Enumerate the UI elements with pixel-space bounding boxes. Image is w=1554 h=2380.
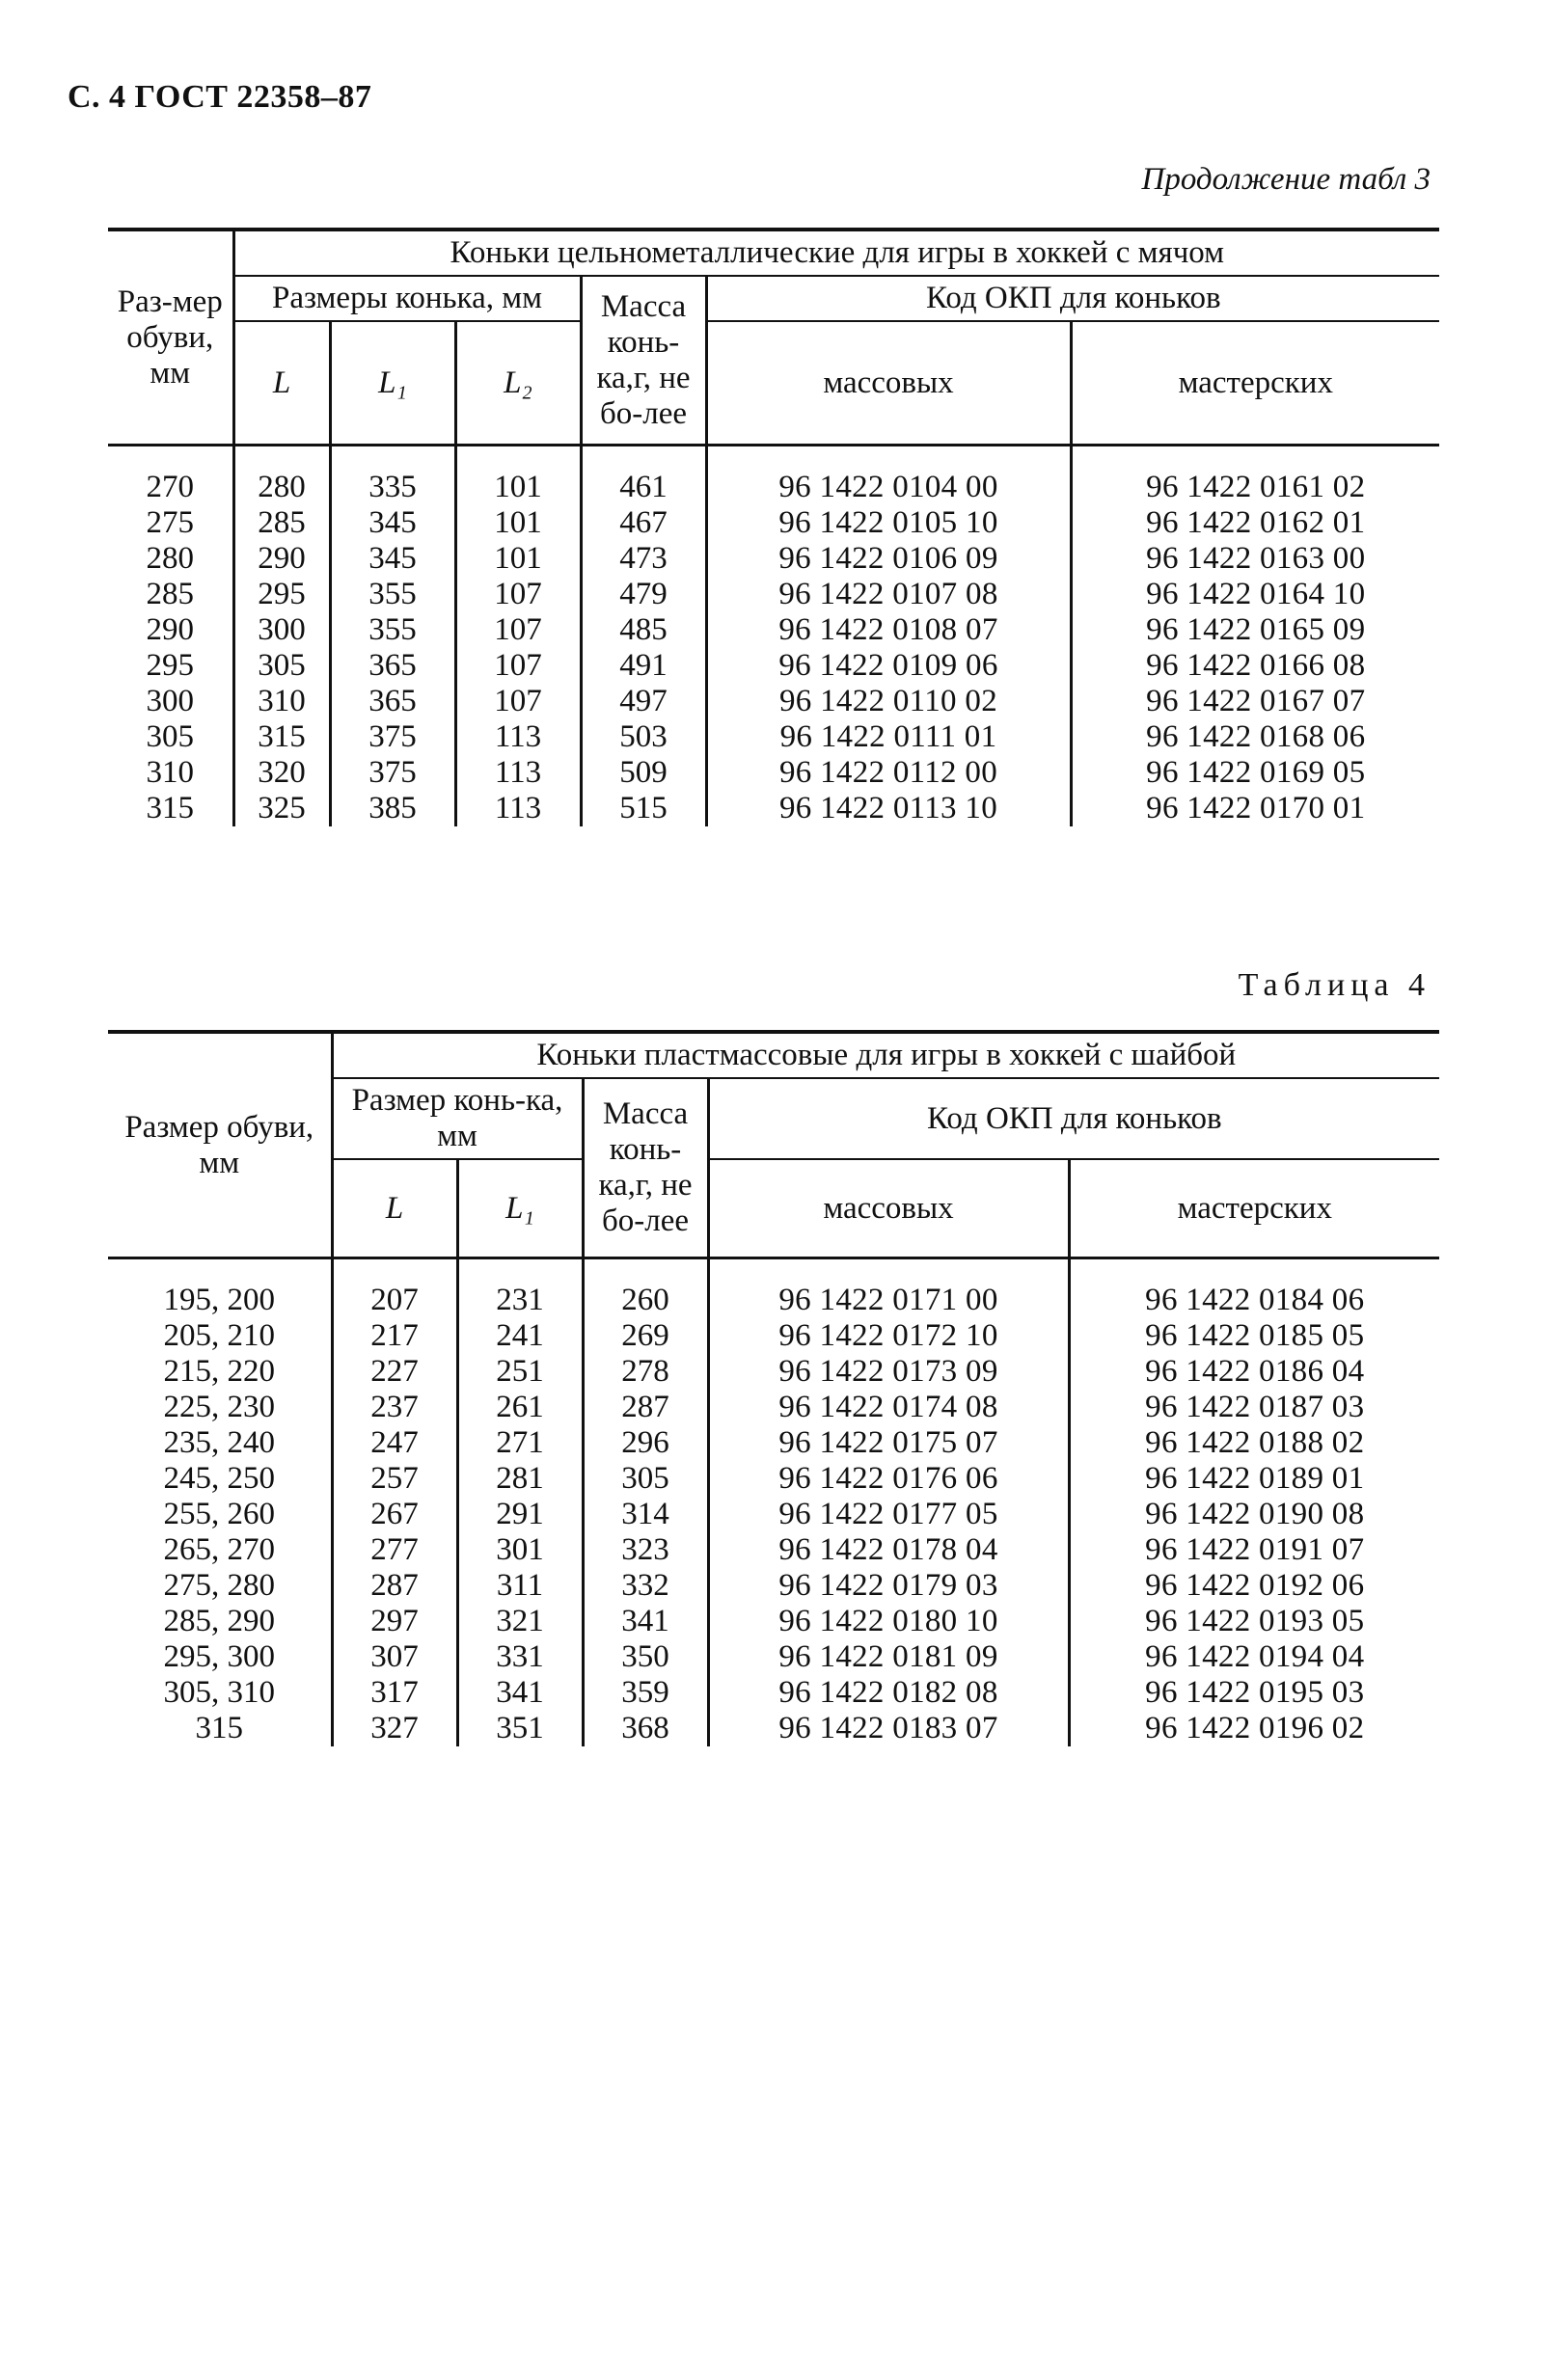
cell-L1: 301 (457, 1532, 583, 1568)
cell-L2: 113 (455, 791, 581, 826)
table-row (108, 755, 1439, 791)
cell-size: 305 (146, 719, 194, 754)
cell-size: 245, 250 (163, 1461, 275, 1496)
table-row (108, 1354, 1439, 1390)
col-shoe-size-header: Раз-мер обуви, мм (108, 230, 233, 446)
cell-mass-code: 96 1422 0182 08 (708, 1675, 1069, 1711)
cell-L1: 291 (457, 1497, 583, 1532)
cell-mass: 350 (583, 1639, 708, 1675)
cell-L1: 375 (330, 719, 455, 755)
cell-L: 277 (332, 1532, 457, 1568)
cell-L: 305 (233, 648, 330, 684)
cell-L2: 101 (455, 505, 581, 541)
col-mass-header: Масса конь-ка,г, не бо-лее (581, 276, 706, 446)
cell-mass-code: 96 1422 0180 10 (708, 1604, 1069, 1639)
table-row (108, 791, 1439, 826)
cell-mass: 314 (583, 1497, 708, 1532)
cell-L: 315 (233, 719, 330, 755)
table-4 (108, 1030, 1439, 1746)
table-row (108, 684, 1439, 719)
table-row (108, 1568, 1439, 1604)
cell-size: 195, 200 (163, 1283, 275, 1317)
cell-mass-code: 96 1422 0108 07 (706, 612, 1071, 648)
cell-L: 247 (332, 1425, 457, 1461)
table-row (108, 1390, 1439, 1425)
cell-master-code: 96 1422 0196 02 (1069, 1711, 1439, 1746)
col-okp-header: Код ОКП для коньков (708, 1078, 1439, 1159)
cell-master-code: 96 1422 0185 05 (1069, 1318, 1439, 1354)
cell-size: 215, 220 (163, 1354, 275, 1389)
cell-master-code: 96 1422 0169 05 (1071, 755, 1439, 791)
cell-master-code: 96 1422 0164 10 (1071, 577, 1439, 612)
cell-size: 285 (146, 577, 194, 611)
cell-size: 235, 240 (163, 1425, 275, 1460)
cell-master-code: 96 1422 0195 03 (1069, 1675, 1439, 1711)
cell-L2: 107 (455, 648, 581, 684)
cell-size: 270 (146, 470, 194, 504)
cell-mass: 485 (581, 612, 706, 648)
cell-mass: 287 (583, 1390, 708, 1425)
cell-size: 310 (146, 755, 194, 790)
cell-L1: 341 (457, 1675, 583, 1711)
cell-size: 225, 230 (163, 1390, 275, 1424)
cell-L2: 107 (455, 612, 581, 648)
cell-L1: 335 (330, 470, 455, 505)
cell-L1: 375 (330, 755, 455, 791)
cell-size: 285, 290 (163, 1604, 275, 1638)
cell-mass: 467 (581, 505, 706, 541)
cell-L: 320 (233, 755, 330, 791)
col-L2-header: L₂ (455, 321, 581, 446)
table3-body (108, 446, 1439, 827)
cell-mass: 515 (581, 791, 706, 826)
col-L1-header: L₁ (457, 1159, 583, 1258)
cell-L: 227 (332, 1354, 457, 1390)
cell-mass-code: 96 1422 0171 00 (708, 1283, 1069, 1318)
cell-size: 295, 300 (163, 1639, 275, 1674)
table-row (108, 1461, 1439, 1497)
cell-size: 280 (146, 541, 194, 576)
table-row (108, 612, 1439, 648)
table-row (108, 648, 1439, 684)
cell-L1: 231 (457, 1283, 583, 1318)
cell-mass-code: 96 1422 0172 10 (708, 1318, 1069, 1354)
cell-master-code: 96 1422 0163 00 (1071, 541, 1439, 577)
cell-L: 325 (233, 791, 330, 826)
cell-master-code: 96 1422 0191 07 (1069, 1532, 1439, 1568)
cell-mass: 479 (581, 577, 706, 612)
cell-L1: 365 (330, 684, 455, 719)
cell-mass: 332 (583, 1568, 708, 1604)
cell-mass: 260 (583, 1283, 708, 1318)
cell-master-code: 96 1422 0190 08 (1069, 1497, 1439, 1532)
cell-master-code: 96 1422 0170 01 (1071, 791, 1439, 826)
cell-L: 327 (332, 1711, 457, 1746)
col-shoe-size-header: Размер обуви, мм (108, 1032, 332, 1258)
cell-size: 290 (146, 612, 194, 647)
cell-mass-code: 96 1422 0109 06 (706, 648, 1071, 684)
cell-L1: 281 (457, 1461, 583, 1497)
cell-L: 285 (233, 505, 330, 541)
cell-L: 297 (332, 1604, 457, 1639)
cell-L1: 345 (330, 541, 455, 577)
cell-master-code: 96 1422 0167 07 (1071, 684, 1439, 719)
col-skate-sizes-header: Размеры конька, мм (233, 276, 581, 321)
cell-L1: 355 (330, 577, 455, 612)
cell-L1: 321 (457, 1604, 583, 1639)
col-workshop-header: мастерских (1071, 321, 1439, 446)
cell-size: 275 (146, 505, 194, 540)
col-okp-header: Код ОКП для коньков (706, 276, 1439, 321)
table-row (108, 1318, 1439, 1354)
cell-L2: 113 (455, 719, 581, 755)
table-row (108, 1604, 1439, 1639)
cell-L: 257 (332, 1461, 457, 1497)
cell-L: 267 (332, 1497, 457, 1532)
cell-L: 310 (233, 684, 330, 719)
cell-master-code: 96 1422 0186 04 (1069, 1354, 1439, 1390)
cell-L1: 385 (330, 791, 455, 826)
table-row (108, 1497, 1439, 1532)
cell-L1: 251 (457, 1354, 583, 1390)
cell-L2: 113 (455, 755, 581, 791)
cell-mass-code: 96 1422 0112 00 (706, 755, 1071, 791)
cell-mass-code: 96 1422 0179 03 (708, 1568, 1069, 1604)
cell-mass-code: 96 1422 0107 08 (706, 577, 1071, 612)
table4-body (108, 1258, 1439, 1747)
cell-size: 265, 270 (163, 1532, 275, 1567)
cell-mass: 323 (583, 1532, 708, 1568)
cell-mass-code: 96 1422 0173 09 (708, 1354, 1069, 1390)
cell-size: 305, 310 (163, 1675, 275, 1710)
col-workshop-header: мастерских (1069, 1159, 1439, 1258)
cell-master-code: 96 1422 0189 01 (1069, 1461, 1439, 1497)
table4-group-title: Коньки пластмассовые для игры в хоккей с шайбой (332, 1032, 1439, 1078)
cell-size: 300 (146, 684, 194, 718)
col-mass-production-header: массовых (706, 321, 1071, 446)
cell-mass: 503 (581, 719, 706, 755)
cell-L2: 107 (455, 684, 581, 719)
cell-L1: 331 (457, 1639, 583, 1675)
cell-L1: 261 (457, 1390, 583, 1425)
cell-master-code: 96 1422 0168 06 (1071, 719, 1439, 755)
table-row (108, 541, 1439, 577)
cell-mass-code: 96 1422 0183 07 (708, 1711, 1069, 1746)
table-row (108, 505, 1439, 541)
cell-L: 317 (332, 1675, 457, 1711)
cell-mass-code: 96 1422 0113 10 (706, 791, 1071, 826)
cell-mass: 461 (581, 470, 706, 505)
cell-L1: 355 (330, 612, 455, 648)
cell-mass: 368 (583, 1711, 708, 1746)
cell-L: 207 (332, 1283, 457, 1318)
cell-L: 295 (233, 577, 330, 612)
cell-mass-code: 96 1422 0106 09 (706, 541, 1071, 577)
cell-L2: 101 (455, 541, 581, 577)
cell-size: 205, 210 (163, 1318, 275, 1353)
cell-master-code: 96 1422 0161 02 (1071, 470, 1439, 505)
cell-L1: 241 (457, 1318, 583, 1354)
col-L1-header: L₁ (330, 321, 455, 446)
cell-mass: 497 (581, 684, 706, 719)
cell-L1: 351 (457, 1711, 583, 1746)
col-skate-size-header: Размер конь-ка, мм (332, 1078, 583, 1159)
cell-mass-code: 96 1422 0104 00 (706, 470, 1071, 505)
cell-mass: 473 (581, 541, 706, 577)
cell-L1: 311 (457, 1568, 583, 1604)
cell-mass: 296 (583, 1425, 708, 1461)
table-row (108, 470, 1439, 505)
table-4-title: Таблица 4 (1238, 967, 1431, 1003)
cell-mass: 269 (583, 1318, 708, 1354)
cell-mass-code: 96 1422 0178 04 (708, 1532, 1069, 1568)
table-row (108, 1532, 1439, 1568)
table-continuation-label: Продолжение табл 3 (1141, 162, 1431, 197)
col-mass-header: Масса конь-ка,г, не бо-лее (583, 1078, 708, 1258)
cell-L: 290 (233, 541, 330, 577)
cell-mass: 491 (581, 648, 706, 684)
table-row (108, 577, 1439, 612)
table-row (108, 1425, 1439, 1461)
cell-L: 280 (233, 470, 330, 505)
cell-mass: 341 (583, 1604, 708, 1639)
cell-L2: 107 (455, 577, 581, 612)
col-L-header: L (332, 1159, 457, 1258)
table-row (108, 1711, 1439, 1746)
cell-size: 315 (195, 1711, 243, 1745)
cell-L: 237 (332, 1390, 457, 1425)
table3-group-title: Коньки цельнометаллические для игры в хоккей с мячом (233, 230, 1439, 276)
cell-master-code: 96 1422 0184 06 (1069, 1283, 1439, 1318)
cell-mass-code: 96 1422 0105 10 (706, 505, 1071, 541)
table-3 (108, 228, 1439, 826)
cell-master-code: 96 1422 0192 06 (1069, 1568, 1439, 1604)
cell-size: 275, 280 (163, 1568, 275, 1603)
cell-mass: 305 (583, 1461, 708, 1497)
cell-mass: 278 (583, 1354, 708, 1390)
cell-L1: 271 (457, 1425, 583, 1461)
table-row (108, 1639, 1439, 1675)
cell-mass-code: 96 1422 0177 05 (708, 1497, 1069, 1532)
cell-L1: 365 (330, 648, 455, 684)
cell-size: 295 (146, 648, 194, 683)
cell-master-code: 96 1422 0187 03 (1069, 1390, 1439, 1425)
cell-size: 315 (146, 791, 194, 825)
col-L-header: L (233, 321, 330, 446)
table-row (108, 719, 1439, 755)
cell-mass: 359 (583, 1675, 708, 1711)
cell-L: 300 (233, 612, 330, 648)
cell-master-code: 96 1422 0162 01 (1071, 505, 1439, 541)
cell-L: 307 (332, 1639, 457, 1675)
cell-master-code: 96 1422 0194 04 (1069, 1639, 1439, 1675)
cell-mass-code: 96 1422 0110 02 (706, 684, 1071, 719)
page-header: С. 4 ГОСТ 22358–87 (68, 79, 372, 115)
cell-mass-code: 96 1422 0175 07 (708, 1425, 1069, 1461)
col-mass-production-header: массовых (708, 1159, 1069, 1258)
cell-L1: 345 (330, 505, 455, 541)
cell-mass-code: 96 1422 0174 08 (708, 1390, 1069, 1425)
table-row (108, 1675, 1439, 1711)
cell-mass: 509 (581, 755, 706, 791)
cell-mass-code: 96 1422 0176 06 (708, 1461, 1069, 1497)
table-row (108, 1283, 1439, 1318)
cell-mass-code: 96 1422 0181 09 (708, 1639, 1069, 1675)
cell-master-code: 96 1422 0193 05 (1069, 1604, 1439, 1639)
cell-L: 217 (332, 1318, 457, 1354)
cell-L2: 101 (455, 470, 581, 505)
cell-L: 287 (332, 1568, 457, 1604)
cell-master-code: 96 1422 0188 02 (1069, 1425, 1439, 1461)
cell-master-code: 96 1422 0166 08 (1071, 648, 1439, 684)
cell-size: 255, 260 (163, 1497, 275, 1531)
cell-mass-code: 96 1422 0111 01 (706, 719, 1071, 755)
cell-master-code: 96 1422 0165 09 (1071, 612, 1439, 648)
